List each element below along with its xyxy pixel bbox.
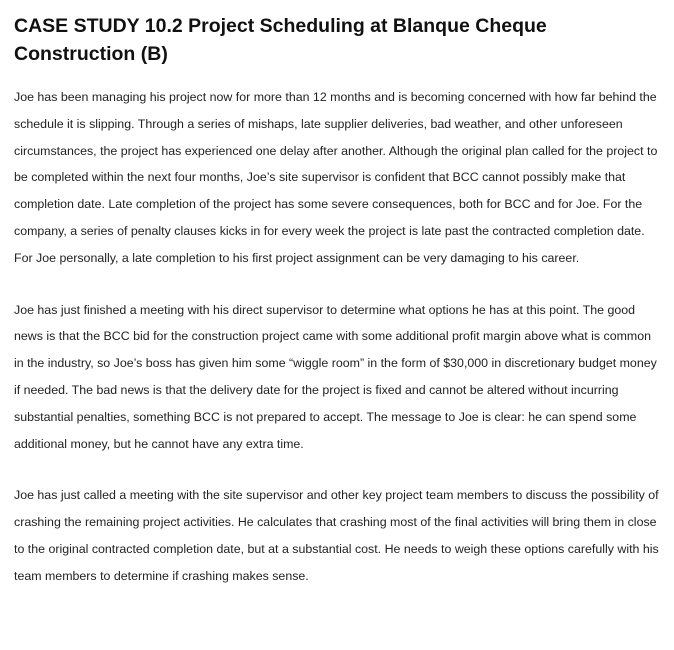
paragraph-1: Joe has been managing his project now for more than 12 months and is becoming concerned with how far behind the schedule it is slipping. Through a series of mishaps, late supplier deliveries, bad weather, and other unforeseen circumstances, the project has experienced one delay after another. Although the original plan called for the project to be completed within the next four months, Joe’s site supervisor is confident that BCC cannot possibly make that completion date. Late completion of the project has some severe consequences, both for BCC and for Joe. For the company, a series of penalty clauses kicks in for every week the project is late past the contracted completion date. For Joe personally, a late completion to his first project assignment can be very damaging to his career.	[14, 90, 658, 265]
paragraph-2: Joe has just finished a meeting with his direct supervisor to determine what options he has at this point. The good news is that the BCC bid for the construction project came with some additional profit margin above what is common in the industry, so Joe’s boss has given him some “wiggle room” in the form of $30,000 in discretionary budget money if needed. The bad news is that the delivery date for the project is fixed and cannot be altered without incurring substantial penalties, something BCC is not prepared to accept. The message to Joe is clear: he can spend some additional money, but he cannot have any extra time.	[14, 302, 657, 451]
case-study-title: CASE STUDY 10.2 Project Scheduling at Blanque Cheque Construction (B)	[14, 15, 547, 65]
case-study-body	[14, 84, 660, 590]
paragraph-3: Joe has just called a meeting with the site supervisor and other key project team members to discuss the possibility of crashing the remaining project activities. He calculates that crashing most of the final activities will bring them in close to the original contracted completion date, but at a substantial cost. He needs to weigh these options carefully with his team members to determine if crashing makes sense.	[14, 488, 659, 583]
